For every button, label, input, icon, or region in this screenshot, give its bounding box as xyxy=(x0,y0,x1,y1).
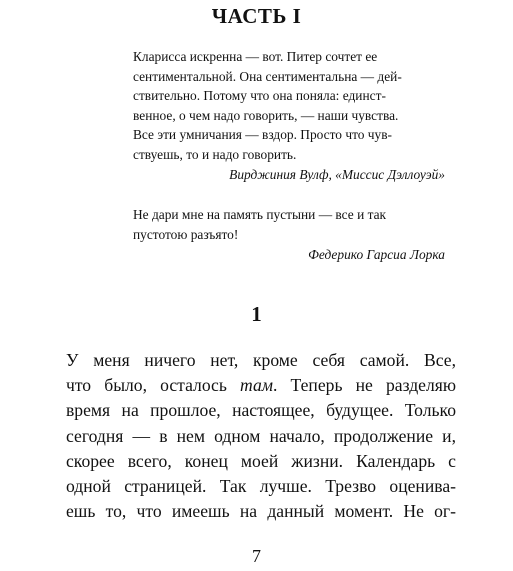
epigraph-line: ствуешь, то и надо говорить. xyxy=(133,146,297,162)
epigraph-woolf xyxy=(133,47,445,185)
epigraph-line: ствительно. Потому что она поняла: единст- xyxy=(133,88,386,103)
epigraph-line: Кларисса искренна — вот. Питер сочтет ее xyxy=(133,49,378,64)
body-line: что было, осталось там. Теперь не разделяю xyxy=(66,375,456,396)
part-title: ЧАСТЬ I xyxy=(211,4,302,28)
epigraph-text xyxy=(133,47,445,164)
body-line: У меня ничего нет, кроме себя самой. Все, xyxy=(66,350,456,370)
chapter-number: 1 xyxy=(251,302,262,326)
body-line: одной страницей. Так лучше. Трезво оценива- xyxy=(66,476,456,497)
epigraph-line: Все эти умничания — вздор. Просто что чув- xyxy=(133,127,393,142)
epigraph-line: венное, о чем надо говорить, — наши чувства. xyxy=(133,107,399,123)
epigraph-lorca xyxy=(133,205,445,265)
body-line: время на прошлое, настоящее, будущее. Только xyxy=(66,400,456,421)
epigraph-line: пустотою разъято! xyxy=(133,226,239,242)
epigraph-line: сентиментальной. Она сентиментальна — дей- xyxy=(133,68,402,84)
epigraph-attribution: Вирджиния Вулф, «Миссис Дэллоуэй» xyxy=(229,167,445,182)
epigraph-line: Не дари мне на память пустыни — все и так xyxy=(133,207,387,222)
epigraph-attribution: Федерико Гарсиа Лорка xyxy=(308,247,445,262)
page-number: 7 xyxy=(252,546,261,566)
body-line: ешь то, что имеешь на данный момент. Не ог- xyxy=(66,501,456,522)
epigraph-text xyxy=(133,205,445,244)
body-line: сегодня — в нем одном начало, продолжение и, xyxy=(66,425,456,446)
body-line: скорее всего, конец моей жизни. Календарь с xyxy=(66,450,456,471)
body-text xyxy=(66,348,456,524)
